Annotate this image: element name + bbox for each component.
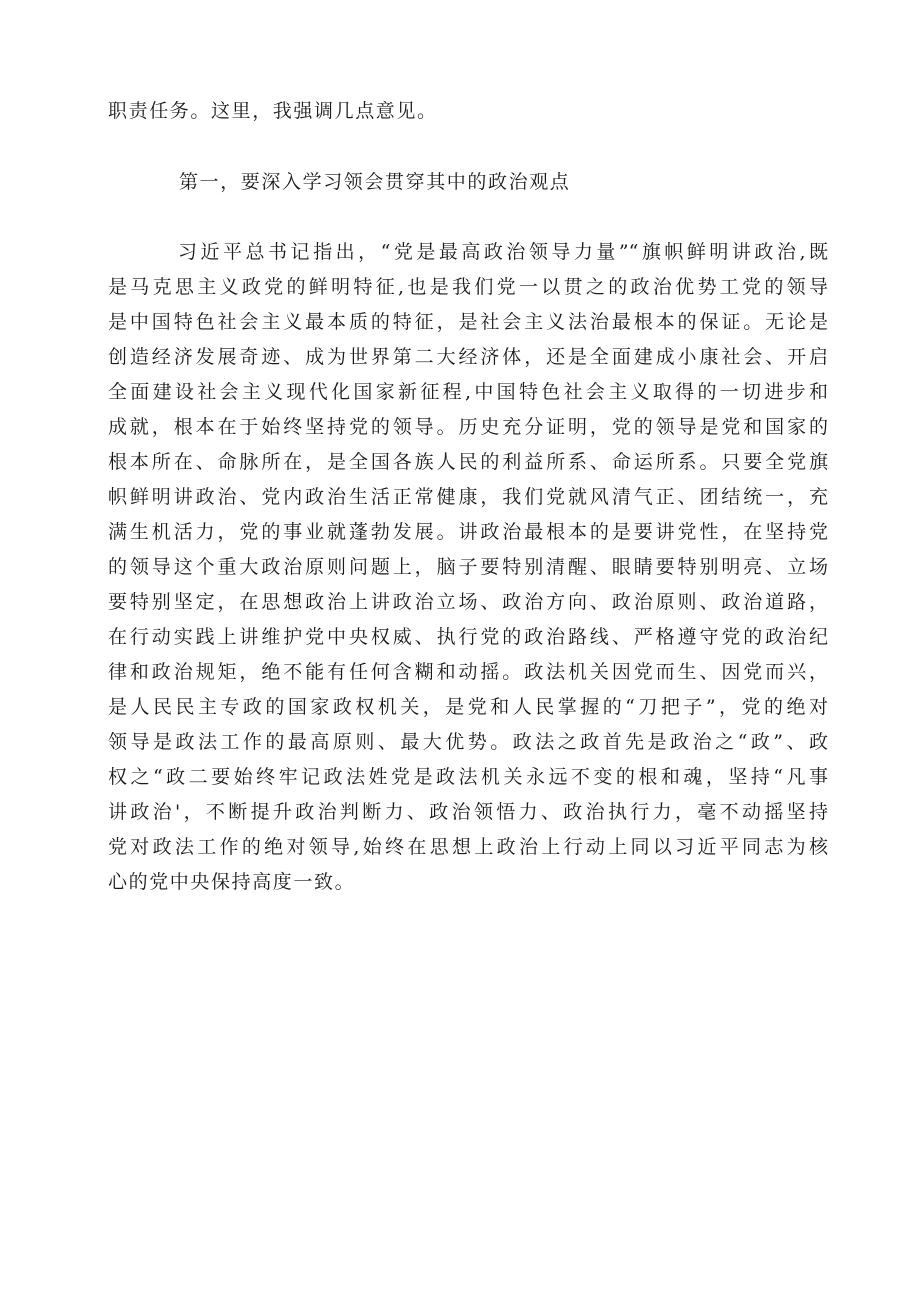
paragraph-last-line: 心的党中央保持高度一致。 [108,871,356,893]
paragraph-line: 讲政治'，不断提升政治判断力、政治领悟力、政治执行力，毫不动摇坚持 [108,801,828,823]
paragraph-line: 权之“政二要始终牢记政法姓党是政法机关永远不变的根和魂，坚持“凡事 [108,766,828,788]
paragraph-line: 在行动实践上讲维护党中央权威、执行党的政治路线、严格遵守党的政治纪 [108,626,828,648]
paragraph-line: 习近平总书记指出，“党是最高政治领导力量”“旗帜鲜明讲政治,既 [178,241,828,263]
paragraph-line: 领导是政法工作的最高原则、最大优势。政法之政首先是政治之“政”、政 [108,731,828,753]
paragraph-line: 要特别坚定，在思想政治上讲政治立场、政治方向、政治原则、政治道路， [108,591,828,613]
section-heading: 第一，要深入学习领会贯穿其中的政治观点 [179,171,571,193]
paragraph-line: 律和政治规矩，绝不能有任何含糊和动摇。政法机关因党而生、因党而兴， [108,661,828,683]
paragraph-line: 是中国特色社会主义最本质的特征，是社会主义法治最根本的保证。无论是 [108,311,828,333]
paragraph-line: 全面建设社会主义现代化国家新征程,中国特色社会主义取得的一切进步和 [108,381,828,403]
paragraph-line: 的领导这个重大政治原则问题上，脑子要特别清醒、眼睛要特别明亮、立场 [108,556,828,578]
paragraph-line: 满生机活力，党的事业就蓬勃发展。讲政治最根本的是要讲党性，在坚持党 [108,521,828,543]
text-line-continuation: 职责任务。这里，我强调几点意见。 [108,100,438,122]
paragraph-line: 是马克思主义政党的鲜明特征,也是我们党一以贯之的政治优势工党的领导 [108,276,828,298]
paragraph-line: 党对政法工作的绝对领导,始终在思想上政治上行动上同以习近平同志为核 [108,836,828,858]
paragraph-line: 成就，根本在于始终坚持党的领导。历史充分证明，党的领导是党和国家的 [108,416,828,438]
paragraph-line: 帜鲜明讲政治、党内政治生活正常健康，我们党就风清气正、团结统一，充 [108,486,828,508]
paragraph-line: 创造经济发展奇迹、成为世界第二大经济体，还是全面建成小康社会、开启 [108,346,828,368]
paragraph-line: 根本所在、命脉所在，是全国各族人民的利益所系、命运所系。只要全党旗 [108,451,828,473]
paragraph-line: 是人民民主专政的国家政权机关，是党和人民掌握的“刀把子”，党的绝对 [108,696,828,718]
